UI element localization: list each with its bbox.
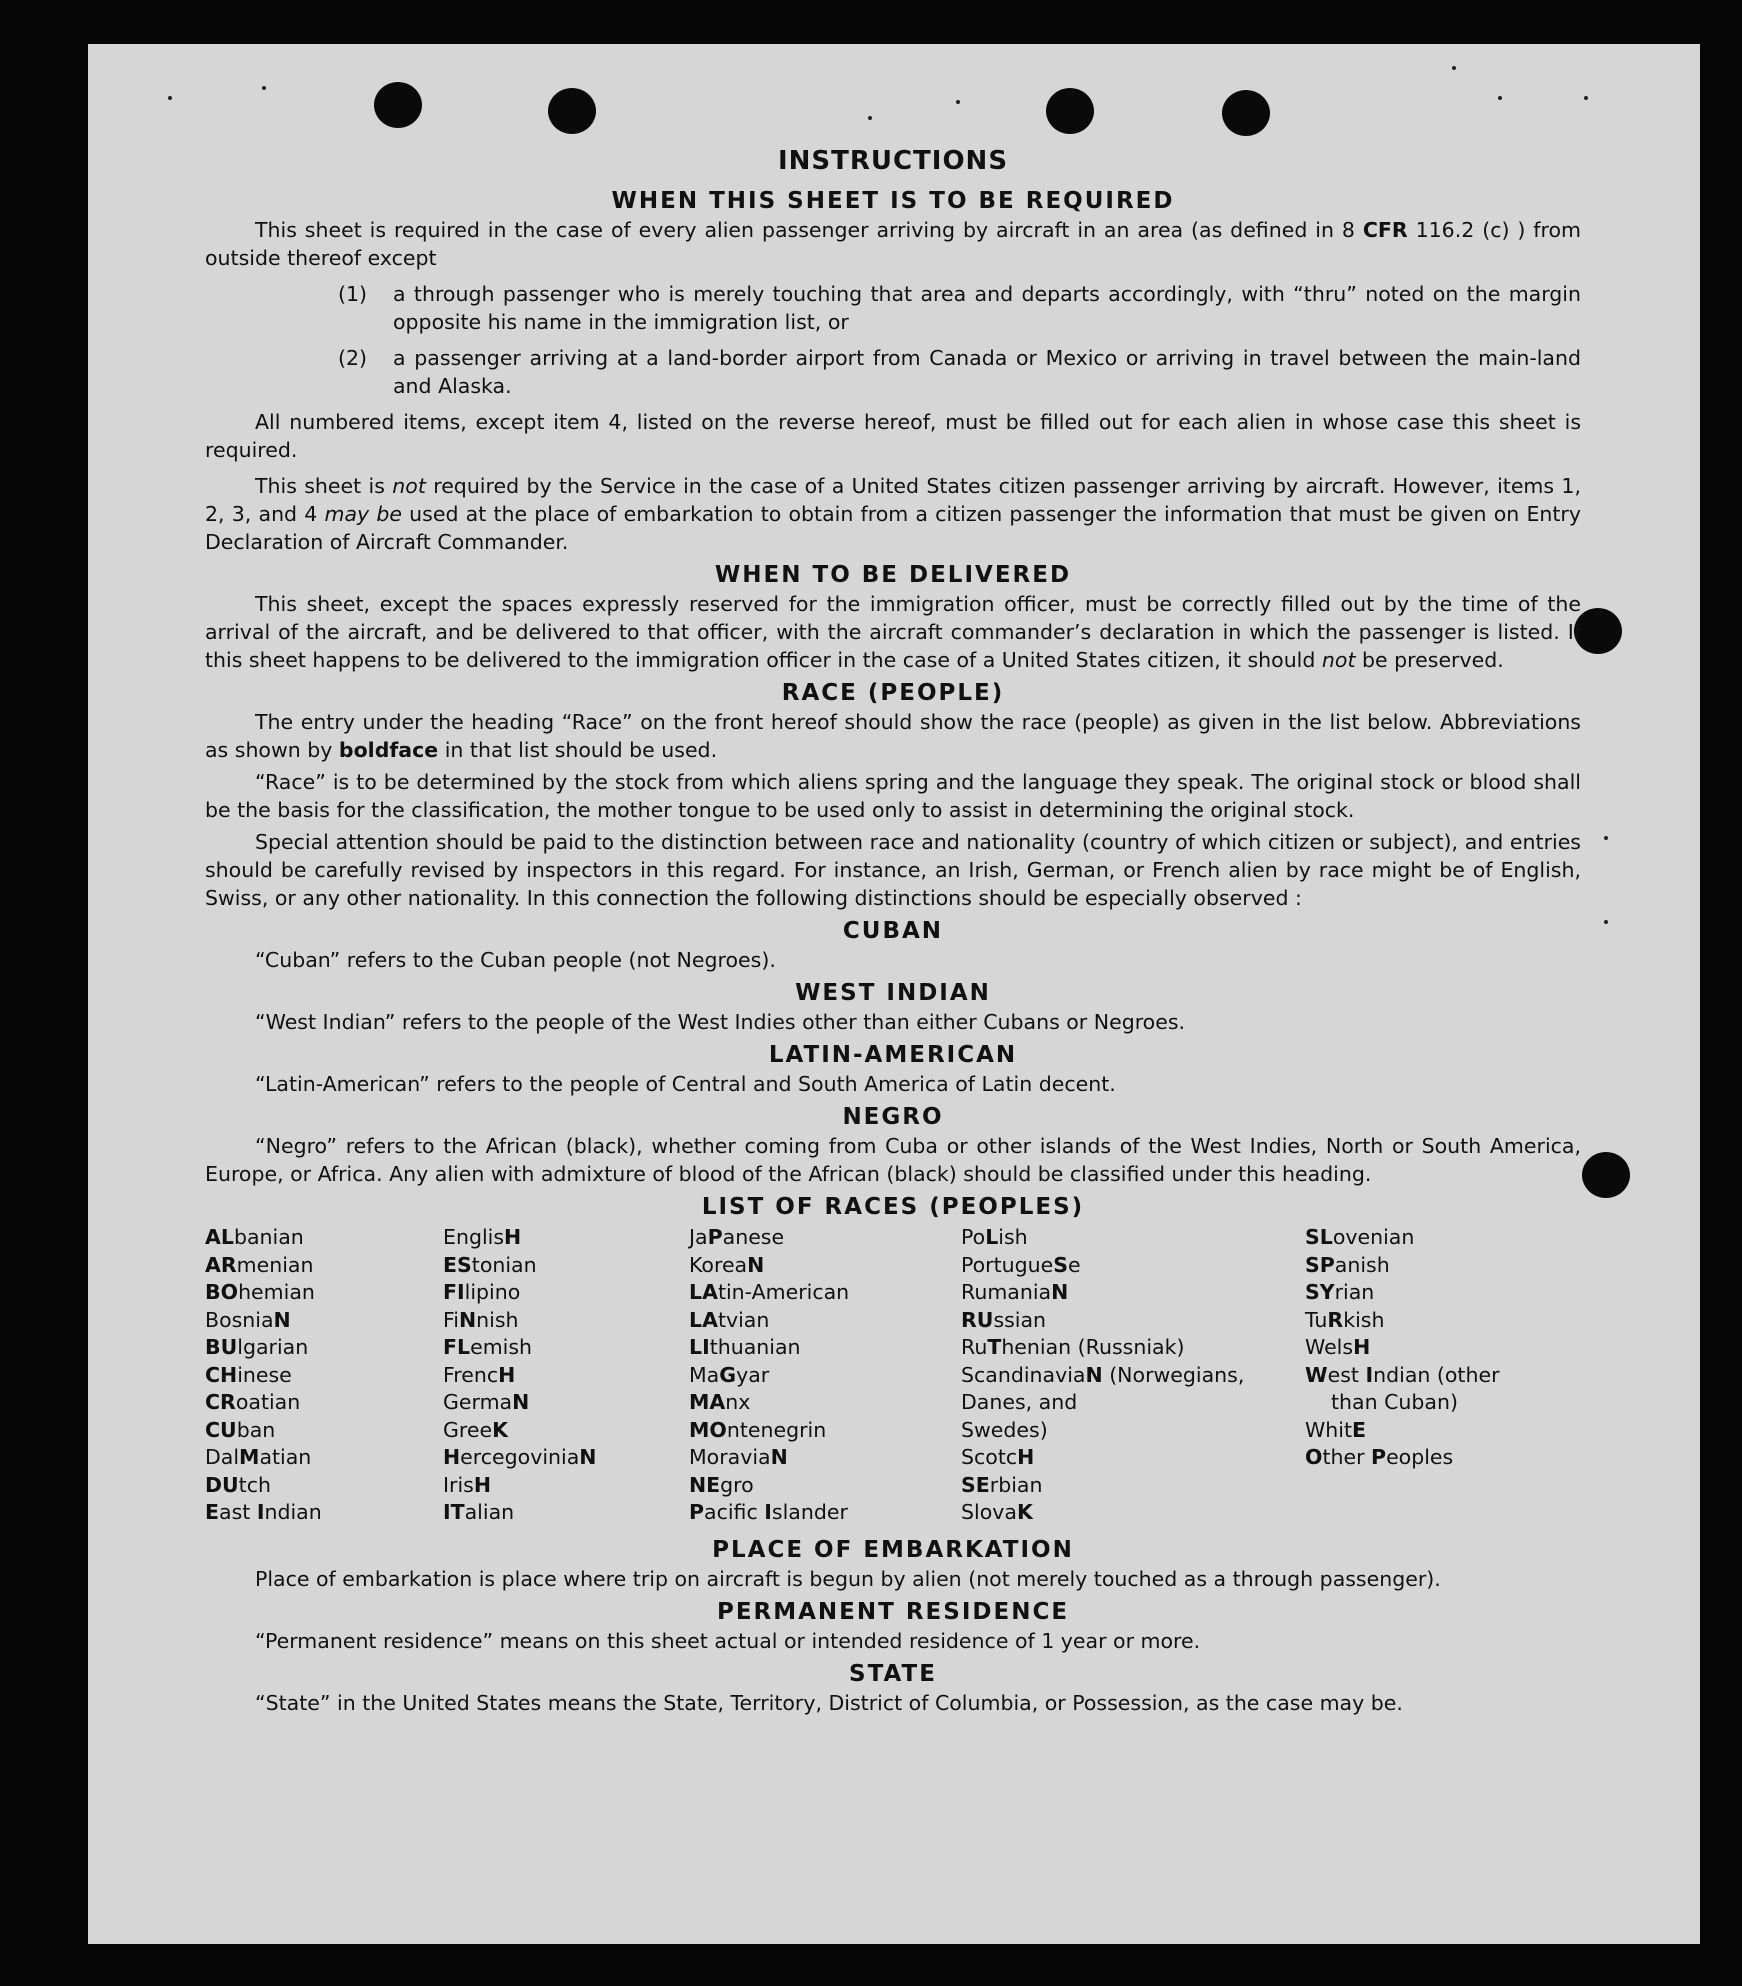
speck xyxy=(868,116,872,120)
speck xyxy=(262,86,266,90)
race-entry: SYrian xyxy=(1305,1280,1375,1304)
race-entry: KoreaN xyxy=(689,1252,765,1277)
section-heading-when-required: WHEN THIS SHEET IS TO BE REQUIRED xyxy=(611,188,1175,214)
race-entry: SPanish xyxy=(1305,1252,1390,1277)
speck xyxy=(1604,920,1608,924)
races-list xyxy=(205,1224,1581,1527)
section-heading-list-of-races: LIST OF RACES (PEOPLES) xyxy=(701,1194,1085,1220)
race-paragraph-1: The entry under the heading “Race” on the front hereof should show the race (people) as given in the list below. Abbreviations as shown by boldface in that list should be used. xyxy=(205,710,1581,762)
races-column xyxy=(961,1224,1305,1527)
race-entry: PoLish xyxy=(961,1225,1028,1249)
race-entry: DalMatian xyxy=(205,1445,312,1469)
race-entry: FrencH xyxy=(443,1362,516,1387)
race-entry: than Cuban) xyxy=(1331,1390,1458,1414)
race-entry: BOhemian xyxy=(205,1280,315,1304)
race-entry: FIlipino xyxy=(443,1280,521,1304)
race-entry: PortugueSe xyxy=(961,1252,1081,1277)
punch-hole xyxy=(548,88,596,134)
when-delivered-text: This sheet, except the spaces expressly reserved for the immigration officer, must be correctly filled out by the time of the arrival of the aircraft, and be delivered to that officer, with the aircraft commander’s declaration in which the passenger is listed. If this sheet happens to be delivered to the immigration officer in the case of a United States citizen, it should not be preserved. xyxy=(205,592,1581,672)
race-entry: MAnx xyxy=(689,1390,751,1414)
latin-american-text: “Latin-American” refers to the people of Central and South America of Latin decent. xyxy=(255,1072,1116,1096)
race-entry: EnglisH xyxy=(443,1225,522,1249)
race-entry: SLovenian xyxy=(1305,1225,1415,1249)
race-entry: HercegoviniaN xyxy=(443,1445,597,1469)
speck xyxy=(956,100,960,104)
punch-hole xyxy=(1222,90,1270,136)
race-paragraph-2: “Race” is to be determined by the stock from which aliens spring and the language they speak. The original stock or blood shall be the basis for the classification, the mother tongue to be used only to assist in determining the original stock. xyxy=(205,770,1581,822)
section-heading-west-indian: WEST INDIAN xyxy=(795,980,991,1006)
section-heading-latin-american: LATIN-AMERICAN xyxy=(768,1042,1018,1068)
section-heading-cuban: CUBAN xyxy=(842,918,944,944)
section-heading-negro: NEGRO xyxy=(842,1104,944,1130)
race-entry: NEgro xyxy=(689,1472,754,1497)
when-required-intro: This sheet is required in the case of every alien passenger arriving by aircraft in an area (as defined in 8 CFR 116.2 (c) ) from outside thereof except xyxy=(205,218,1581,270)
embarkation-text: Place of embarkation is place where trip on aircraft is begun by alien (not merely touched as a through passenger). xyxy=(255,1566,1441,1591)
punch-hole xyxy=(1574,608,1622,654)
race-paragraph-3: Special attention should be paid to the distinction between race and nationality (country of which citizen or subject), and entries should be carefully revised by inspectors in this regard. For instance, an Irish, German, or French alien by race might be of English, Swiss, or any other nationality. In this connection the following distinctions should be especially observed : xyxy=(205,830,1581,910)
race-entry: CRoatian xyxy=(205,1390,301,1414)
race-entry: Danes, and xyxy=(961,1390,1078,1414)
document-sheet xyxy=(88,44,1700,1944)
race-entry: GermaN xyxy=(443,1390,530,1414)
race-entry: West Indian (other xyxy=(1305,1362,1500,1387)
race-entry: TuRkish xyxy=(1305,1307,1385,1332)
race-entry: GreeK xyxy=(443,1417,508,1442)
race-entry: DUtch xyxy=(205,1472,271,1497)
race-entry: MOntenegrin xyxy=(689,1417,827,1442)
race-entry: East Indian xyxy=(205,1500,322,1524)
race-entry: WelsH xyxy=(1305,1335,1371,1359)
race-entry: Other Peoples xyxy=(1305,1445,1454,1469)
race-entry: BosniaN xyxy=(205,1307,291,1332)
exception-text: a through passenger who is merely touching that area and departs accordingly, with “thru” noted on the margin opposite his name in the immigration list, or xyxy=(393,282,1581,334)
race-entry: Swedes) xyxy=(961,1417,1048,1442)
punch-hole xyxy=(1046,88,1094,134)
exception-text: a passenger arriving at a land-border airport from Canada or Mexico or arriving in travel between the main-land and Alaska. xyxy=(393,346,1581,398)
race-entry: MaGyar xyxy=(689,1362,770,1387)
races-column xyxy=(443,1224,689,1527)
race-entry: ARmenian xyxy=(205,1252,314,1277)
citizen-paragraph: This sheet is not required by the Service in the case of a United States citizen passenger arriving by aircraft. However, items 1, 2, 3, and 4 may be used at the place of embarkation to obtain from a citizen passenger the information that must be given on Entry Declaration of Aircraft Commander. xyxy=(205,474,1581,554)
numbered-items-paragraph: All numbered items, except item 4, listed on the reverse hereof, must be filled out for each alien in whose case this sheet is required. xyxy=(205,410,1581,462)
section-heading-state: STATE xyxy=(849,1660,937,1687)
section-heading-race: RACE (PEOPLE) xyxy=(781,680,1005,706)
speck xyxy=(1584,96,1588,100)
race-entry: ScotcH xyxy=(961,1445,1035,1469)
race-entry: SlovaK xyxy=(961,1500,1033,1524)
race-entry: IrisH xyxy=(443,1472,492,1497)
cuban-text: “Cuban” refers to the Cuban people (not Negroes). xyxy=(255,948,776,972)
race-entry: ScandinaviaN (Norwegians, xyxy=(961,1362,1245,1387)
races-column xyxy=(689,1224,961,1527)
races-column xyxy=(205,1224,443,1527)
speck xyxy=(168,96,172,100)
section-heading-residence: PERMANENT RESIDENCE xyxy=(716,1598,1070,1625)
exception-number: (2) xyxy=(337,346,367,370)
race-entry: LIthuanian xyxy=(689,1335,801,1359)
race-entry: SErbian xyxy=(961,1472,1043,1497)
exception-number: (1) xyxy=(337,282,367,306)
race-entry: ALbanian xyxy=(205,1225,304,1249)
page-title: INSTRUCTIONS xyxy=(777,146,1009,176)
race-entry: RumaniaN xyxy=(961,1280,1069,1304)
negro-text: “Negro” refers to the African (black), whether coming from Cuba or other islands of the West Indies, North or South America, Europe, or Africa. Any alien with admixture of blood of the African (black) should be classified under this heading. xyxy=(205,1134,1581,1186)
race-entry: RUssian xyxy=(961,1307,1047,1332)
race-entry: MoraviaN xyxy=(689,1445,788,1469)
speck xyxy=(1604,836,1608,840)
speck xyxy=(1498,96,1502,100)
race-entry: CUban xyxy=(205,1417,276,1442)
race-entry: EStonian xyxy=(443,1252,537,1277)
punch-hole xyxy=(374,82,422,128)
race-entry: CHinese xyxy=(205,1362,292,1387)
race-entry: FLemish xyxy=(443,1335,533,1359)
west-indian-text: “West Indian” refers to the people of the West Indies other than either Cubans or Negroes. xyxy=(255,1010,1186,1034)
race-entry: WhitE xyxy=(1305,1417,1367,1442)
race-entry: ITalian xyxy=(443,1500,515,1524)
race-entry: LAtin-American xyxy=(689,1280,850,1304)
race-entry: JaPanese xyxy=(689,1225,785,1249)
section-heading-when-delivered: WHEN TO BE DELIVERED xyxy=(714,562,1072,588)
punch-hole xyxy=(1582,1152,1630,1198)
section-heading-embarkation: PLACE OF EMBARKATION xyxy=(712,1536,1074,1563)
residence-text: “Permanent residence” means on this sheet actual or intended residence of 1 year or more. xyxy=(255,1628,1201,1653)
race-entry: Pacific Islander xyxy=(689,1500,848,1524)
exception-item xyxy=(205,280,1581,336)
race-entry: BUlgarian xyxy=(205,1335,309,1359)
exception-item xyxy=(205,344,1581,400)
state-text: “State” in the United States means the State, Territory, District of Columbia, or Possession, as the case may be. xyxy=(255,1690,1403,1715)
race-entry: RuThenian (Russniak) xyxy=(961,1335,1185,1359)
instructions-content xyxy=(205,144,1581,1721)
race-entry: FiNnish xyxy=(443,1307,519,1332)
race-entry: LAtvian xyxy=(689,1307,770,1332)
speck xyxy=(1452,66,1456,70)
races-column xyxy=(1305,1224,1581,1527)
